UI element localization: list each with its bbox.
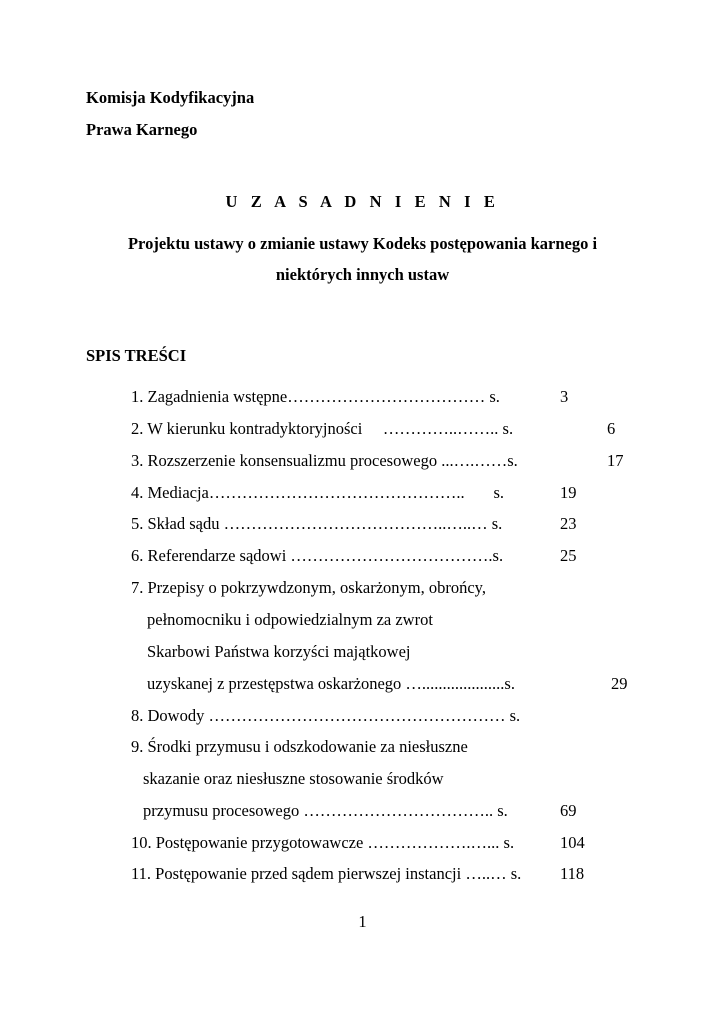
toc-entry-9-page: 69 — [560, 801, 577, 820]
document-title: U Z A S A D N I E N I E — [225, 192, 500, 211]
page-number: 1 — [358, 912, 367, 931]
toc-entry-9-line-3: przymusu procesowego …………………………….. s. — [143, 801, 508, 820]
toc-entry-7-line-2: pełnomocniku i odpowiedzialnym za zwrot — [147, 610, 433, 629]
toc-entry-6-page: 25 — [560, 546, 577, 565]
toc-entry-8-text: 8. Dowody ……………………………………………… s. — [131, 706, 521, 725]
toc-entry-7-line-3: Skarbowi Państwa korzyści majątkowej — [147, 642, 411, 661]
toc-entry-5-page: 23 — [560, 514, 577, 533]
toc-entry-2-page: 6 — [607, 419, 616, 438]
toc-entry-9-line-1: 9. Środki przymusu i odszkodowanie za niesłuszne — [131, 737, 468, 756]
organization-line-1: Komisja Kodyfikacyjna — [86, 88, 255, 107]
toc-entry-7-page: 29 — [611, 674, 628, 693]
toc-entry-7-line-1: 7. Przepisy o pokrzywdzonym, oskarżonym, obrońcy, — [131, 578, 486, 597]
toc-entry-9-line-2: skazanie oraz niesłuszne stosowanie środków — [143, 769, 444, 788]
organization-line-2: Prawa Karnego — [86, 120, 198, 139]
toc-entry-3-page: 17 — [607, 451, 624, 470]
toc-entry-7-line-4: uzyskanej z przestępstwa oskarżonego …....................s. — [147, 674, 515, 693]
toc-entry-5-text: 5. Skład sądu …………………………………..…..… s. — [131, 514, 503, 533]
toc-title: SPIS TREŚCI — [86, 346, 187, 365]
toc-entry-1-text: 1. Zagadnienia wstępne……………………………… s. — [131, 387, 500, 406]
toc-entry-6-text: 6. Referendarze sądowi ……………………………….s. — [131, 546, 504, 565]
toc-entry-2-text: 2. W kierunku kontradyktoryjności …………..…….. s. — [131, 419, 514, 438]
toc-entry-1-page: 3 — [560, 387, 569, 406]
document-subtitle-line-2: niektórych innych ustaw — [275, 265, 450, 284]
toc-entry-11-text: 11. Postępowanie przed sądem pierwszej instancji …..… s. — [131, 864, 522, 883]
toc-entry-3-text: 3. Rozszerzenie konsensualizmu procesowego ...….……s. — [131, 451, 518, 470]
document-subtitle-line-1: Projektu ustawy o zmianie ustawy Kodeks postępowania karnego i — [127, 234, 598, 253]
toc-entry-10-text: 10. Postępowanie przygotowawcze ……………….…... s. — [131, 833, 515, 852]
toc-entry-10-page: 104 — [560, 833, 585, 852]
toc-entry-11-page: 118 — [560, 864, 585, 883]
toc-entry-4-text: 4. Mediacja……………………………………….. s. — [131, 483, 505, 502]
toc-entry-4-page: 19 — [560, 483, 577, 502]
